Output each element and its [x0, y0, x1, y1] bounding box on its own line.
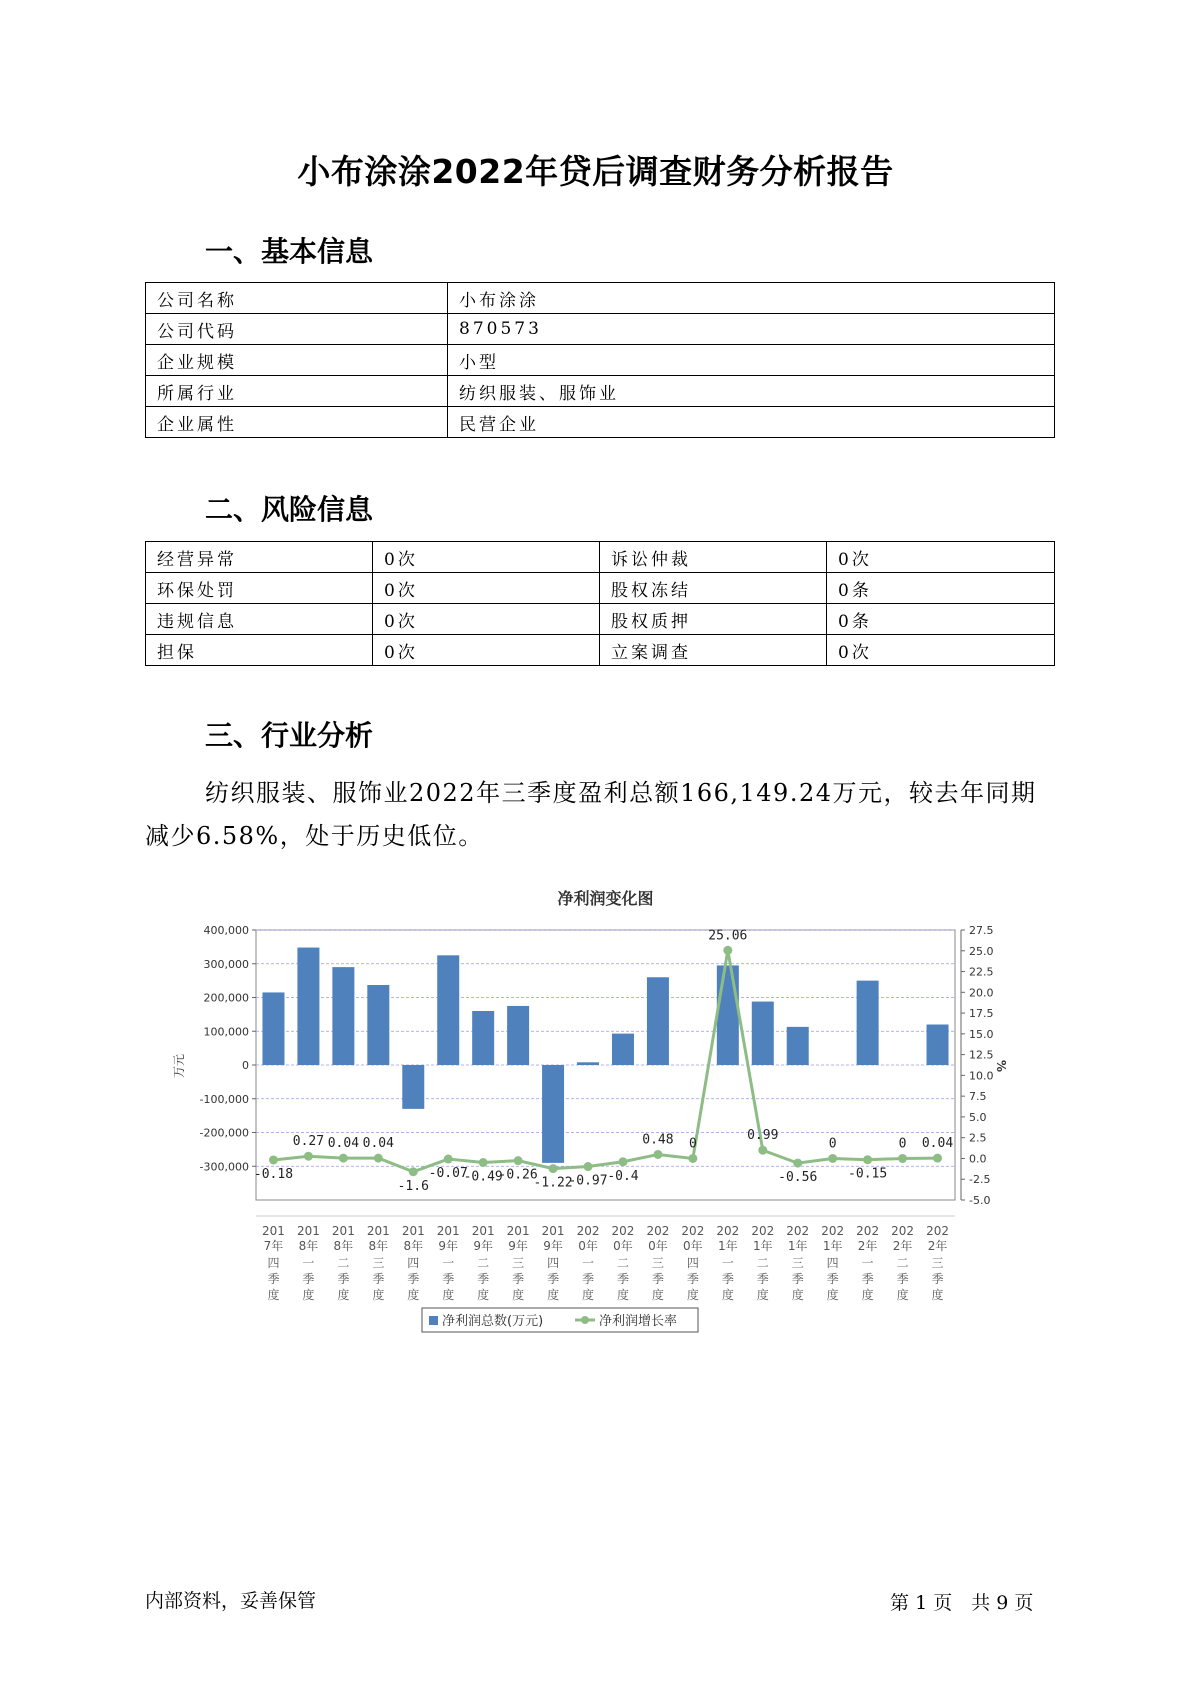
- risk-value: 0次: [373, 542, 600, 573]
- risk-info-row: [146, 635, 1055, 666]
- y-tick-label-right: 20.0: [969, 986, 994, 1000]
- data-label: 0.04: [921, 1136, 954, 1152]
- data-label: -0.56: [778, 1170, 818, 1186]
- risk-value: 0次: [827, 542, 1055, 573]
- data-label: -0.49: [463, 1169, 503, 1185]
- x-tick-label: 二: [337, 1256, 350, 1270]
- data-label: 0: [688, 1136, 697, 1152]
- bar: [927, 1025, 949, 1066]
- x-tick-label: 202: [856, 1224, 880, 1238]
- x-tick-label: 季: [721, 1272, 734, 1286]
- x-tick-label: 度: [372, 1288, 385, 1302]
- data-label: 0.99: [747, 1128, 779, 1144]
- y-tick-label-right: 15.0: [969, 1027, 994, 1041]
- basic-info-label: 所属行业: [146, 376, 448, 407]
- growth-rate-point: [479, 1158, 488, 1167]
- x-tick-label: 202: [891, 1224, 915, 1238]
- bar: [262, 992, 284, 1065]
- x-tick-label: 201: [471, 1224, 495, 1238]
- data-label: 25.06: [708, 928, 748, 944]
- x-tick-label: 1年: [822, 1239, 843, 1253]
- x-tick-label: 2年: [892, 1239, 913, 1253]
- risk-value: 0次: [827, 635, 1055, 666]
- growth-rate-point: [933, 1154, 942, 1163]
- footer-page: 1: [915, 1592, 928, 1614]
- x-tick-label: 1年: [787, 1239, 808, 1253]
- x-tick-label: 8年: [298, 1239, 319, 1253]
- x-tick-label: 202: [576, 1224, 600, 1238]
- x-tick-label: 三: [791, 1256, 804, 1270]
- basic-info-row: [146, 345, 1055, 376]
- x-tick-label: 季: [337, 1272, 350, 1286]
- basic-info-row: [146, 376, 1055, 407]
- x-tick-label: 201: [436, 1224, 460, 1238]
- x-tick-label: 201: [366, 1224, 390, 1238]
- y-tick-label-left: 300,000: [203, 957, 249, 971]
- x-tick-label: 201: [506, 1224, 530, 1238]
- growth-rate-point: [758, 1146, 767, 1155]
- x-tick-label: 季: [512, 1272, 525, 1286]
- y-tick-label-left: -100,000: [199, 1092, 249, 1106]
- x-tick-label: 9年: [543, 1239, 563, 1253]
- risk-label: 经营异常: [146, 542, 373, 573]
- x-tick-label: 季: [756, 1272, 769, 1286]
- x-tick-label: 202: [611, 1224, 635, 1238]
- x-tick-label: 1年: [718, 1239, 738, 1253]
- net-profit-chart: [172, 880, 1008, 1350]
- risk-label: 股权冻结: [600, 573, 827, 604]
- y-tick-label-right: -2.5: [969, 1173, 991, 1187]
- section-heading-risk: 二、风险信息: [205, 493, 374, 526]
- x-tick-label: 度: [616, 1288, 629, 1302]
- x-tick-label: 季: [686, 1272, 699, 1286]
- x-tick-label: 202: [786, 1224, 810, 1238]
- x-tick-label: 二: [477, 1256, 490, 1270]
- growth-rate-point: [584, 1162, 593, 1171]
- x-tick-label: 三: [372, 1256, 385, 1270]
- risk-value: 0次: [373, 635, 600, 666]
- growth-rate-point: [863, 1155, 872, 1164]
- x-tick-label: 季: [407, 1272, 420, 1286]
- x-tick-label: 度: [267, 1288, 280, 1302]
- x-tick-label: 度: [896, 1288, 909, 1302]
- data-label: 0: [828, 1136, 837, 1152]
- basic-info-row: [146, 283, 1055, 314]
- x-tick-label: 202: [681, 1224, 705, 1238]
- bar: [752, 1002, 774, 1065]
- bar: [367, 985, 389, 1065]
- data-label: -0.07: [428, 1166, 468, 1182]
- x-tick-label: 度: [477, 1288, 490, 1302]
- bar: [472, 1011, 494, 1065]
- x-tick-label: 2年: [857, 1239, 878, 1253]
- risk-label: 股权质押: [600, 604, 827, 635]
- x-tick-label: 9年: [508, 1239, 528, 1253]
- y-tick-label-left: 400,000: [203, 924, 249, 937]
- x-tick-label: 一: [442, 1256, 455, 1270]
- y-tick-label-right: 27.5: [969, 924, 994, 937]
- basic-info-row: [146, 407, 1055, 438]
- y-tick-label-left: 0: [242, 1059, 249, 1072]
- x-tick-label: 季: [616, 1272, 629, 1286]
- data-label: -0.97: [568, 1173, 608, 1189]
- x-tick-label: 度: [582, 1288, 595, 1302]
- x-tick-label: 季: [791, 1272, 804, 1286]
- x-tick-label: 202: [716, 1224, 740, 1238]
- x-tick-label: 季: [267, 1272, 280, 1286]
- x-tick-label: 202: [751, 1224, 775, 1238]
- chart-title: 净利润变化图: [557, 889, 654, 908]
- bar: [717, 965, 739, 1065]
- data-label: 0.48: [642, 1132, 674, 1148]
- x-tick-label: 二: [756, 1256, 769, 1270]
- bar: [437, 955, 459, 1065]
- y-axis-title-right: %: [994, 1059, 1008, 1073]
- x-tick-label: 季: [826, 1272, 839, 1286]
- growth-rate-point: [898, 1154, 907, 1163]
- legend-swatch-point: [581, 1316, 589, 1324]
- risk-info-row: [146, 542, 1055, 573]
- risk-label: 违规信息: [146, 604, 373, 635]
- risk-value: 0次: [373, 604, 600, 635]
- y-tick-label-right: 25.0: [969, 944, 994, 958]
- y-axis-title-left: 万元: [172, 1053, 186, 1079]
- risk-info-table: [145, 541, 1055, 666]
- y-tick-label-left: -300,000: [199, 1160, 249, 1174]
- x-tick-label: 度: [931, 1288, 944, 1302]
- footer-page-mid: 页 共: [933, 1592, 991, 1614]
- footer-page-prefix: 第: [890, 1592, 910, 1614]
- x-tick-label: 四: [407, 1256, 420, 1270]
- x-tick-label: 度: [826, 1288, 839, 1302]
- x-tick-label: 9年: [473, 1239, 493, 1253]
- x-tick-label: 度: [512, 1288, 525, 1302]
- x-tick-label: 度: [791, 1288, 804, 1302]
- bar: [647, 977, 669, 1065]
- x-tick-label: 一: [302, 1256, 315, 1270]
- bar: [542, 1065, 564, 1163]
- legend-label-bar: 净利润总数(万元): [442, 1314, 544, 1329]
- risk-value: 0次: [373, 573, 600, 604]
- x-tick-label: 度: [442, 1288, 455, 1302]
- x-tick-label: 8年: [403, 1239, 424, 1253]
- y-tick-label-right: -5.0: [969, 1194, 991, 1207]
- y-tick-label-left: 100,000: [203, 1025, 249, 1039]
- x-tick-label: 0年: [578, 1239, 598, 1253]
- x-tick-label: 201: [401, 1224, 425, 1238]
- data-label: 0.27: [292, 1134, 325, 1150]
- x-tick-label: 202: [646, 1224, 670, 1238]
- basic-info-value: 小布涂涂: [448, 283, 1055, 314]
- legend-swatch-bar: [429, 1316, 438, 1325]
- risk-value: 0条: [827, 573, 1055, 604]
- growth-rate-point: [688, 1154, 697, 1163]
- growth-rate-point: [653, 1150, 662, 1159]
- section-heading-industry: 三、行业分析: [205, 719, 374, 752]
- data-label: -0.4: [607, 1168, 639, 1184]
- data-label: -1.6: [397, 1178, 429, 1194]
- bar: [402, 1065, 424, 1109]
- data-label: -0.15: [848, 1166, 888, 1182]
- x-tick-label: 201: [541, 1224, 565, 1238]
- growth-rate-point: [304, 1152, 313, 1161]
- basic-info-label: 企业规模: [146, 345, 448, 376]
- basic-info-label: 公司代码: [146, 314, 448, 345]
- data-label: 0.04: [327, 1136, 360, 1152]
- basic-info-label: 公司名称: [146, 283, 448, 314]
- x-tick-label: 度: [861, 1288, 874, 1302]
- x-tick-label: 季: [302, 1272, 315, 1286]
- y-tick-label-right: 5.0: [969, 1110, 987, 1124]
- bar: [332, 967, 354, 1065]
- y-tick-label-right: 7.5: [969, 1090, 987, 1104]
- x-tick-label: 季: [861, 1272, 874, 1286]
- data-label: -1.22: [533, 1175, 573, 1191]
- x-tick-label: 度: [547, 1288, 560, 1302]
- x-tick-label: 2年: [927, 1239, 948, 1253]
- footer-confidential: 内部资料，妥善保管: [145, 1590, 317, 1612]
- x-tick-label: 202: [926, 1224, 949, 1238]
- growth-rate-point: [269, 1155, 278, 1164]
- x-tick-label: 7年: [263, 1239, 284, 1253]
- page-title: 小布涂涂2022年贷后调查财务分析报告: [297, 152, 894, 191]
- growth-rate-point: [374, 1154, 383, 1163]
- industry-paragraph: 纺织服装、服饰业2022年三季度盈利总额166,149.24万元，较去年同期减少6.58%，处于历史低位。: [145, 779, 1037, 850]
- risk-label: 立案调查: [600, 635, 827, 666]
- basic-info-row: [146, 314, 1055, 345]
- risk-info-row: [146, 604, 1055, 635]
- x-tick-label: 8年: [333, 1239, 354, 1253]
- x-tick-label: 二: [896, 1256, 909, 1270]
- x-tick-label: 季: [477, 1272, 490, 1286]
- x-tick-label: 四: [267, 1256, 280, 1270]
- x-tick-label: 季: [547, 1272, 560, 1286]
- basic-info-value: 小型: [448, 345, 1055, 376]
- y-tick-label-right: 12.5: [969, 1048, 994, 1062]
- bar: [612, 1034, 634, 1065]
- x-tick-label: 季: [896, 1272, 909, 1286]
- footer-pages: 9: [996, 1592, 1009, 1614]
- x-tick-label: 三: [931, 1256, 944, 1270]
- x-tick-label: 季: [372, 1272, 385, 1286]
- x-tick-label: 201: [262, 1224, 285, 1238]
- x-tick-label: 季: [931, 1272, 944, 1286]
- growth-rate-point: [339, 1154, 348, 1163]
- x-tick-label: 一: [861, 1256, 874, 1270]
- x-tick-label: 度: [651, 1288, 664, 1302]
- data-label: -0.26: [498, 1167, 538, 1183]
- x-tick-label: 度: [337, 1288, 350, 1302]
- data-label: -0.18: [253, 1166, 294, 1182]
- risk-label: 诉讼仲裁: [600, 542, 827, 573]
- y-tick-label-left: -200,000: [199, 1126, 249, 1140]
- section-heading-basic: 一、基本信息: [205, 235, 374, 268]
- risk-value: 0条: [827, 604, 1055, 635]
- basic-info-table: [145, 282, 1055, 438]
- x-tick-label: 季: [651, 1272, 664, 1286]
- x-tick-label: 季: [442, 1272, 455, 1286]
- x-tick-label: 度: [756, 1288, 769, 1302]
- data-label: 0: [898, 1136, 907, 1152]
- growth-rate-point: [793, 1159, 802, 1168]
- risk-info-row: [146, 573, 1055, 604]
- x-tick-label: 201: [331, 1224, 355, 1238]
- x-tick-label: 度: [721, 1288, 734, 1302]
- x-tick-label: 度: [686, 1288, 699, 1302]
- x-tick-label: 一: [582, 1256, 595, 1270]
- x-tick-label: 度: [302, 1288, 315, 1302]
- growth-rate-point: [409, 1167, 418, 1176]
- y-tick-label-right: 17.5: [969, 1007, 994, 1021]
- growth-rate-point: [549, 1164, 558, 1173]
- bar: [577, 1062, 599, 1065]
- growth-rate-point: [828, 1154, 837, 1163]
- x-tick-label: 0年: [648, 1239, 668, 1253]
- bar: [507, 1006, 529, 1065]
- growth-rate-point: [618, 1157, 627, 1166]
- risk-label: 担保: [146, 635, 373, 666]
- risk-label: 环保处罚: [146, 573, 373, 604]
- y-tick-label-right: 2.5: [969, 1131, 987, 1145]
- x-tick-label: 度: [407, 1288, 420, 1302]
- x-tick-label: 三: [651, 1256, 664, 1270]
- footer-page-suffix: 页: [1014, 1592, 1034, 1614]
- growth-rate-point: [444, 1155, 453, 1164]
- basic-info-value: 870573: [448, 314, 1055, 345]
- x-tick-label: 四: [686, 1256, 699, 1270]
- basic-info-label: 企业属性: [146, 407, 448, 438]
- x-tick-label: 1年: [752, 1239, 773, 1253]
- legend-label-line: 净利润增长率: [599, 1314, 678, 1329]
- basic-info-value: 纺织服装、服饰业: [448, 376, 1055, 407]
- x-tick-label: 季: [582, 1272, 595, 1286]
- basic-info-value: 民营企业: [448, 407, 1055, 438]
- y-tick-label-right: 22.5: [969, 965, 994, 979]
- bar: [787, 1027, 809, 1065]
- x-tick-label: 0年: [683, 1239, 703, 1253]
- bar: [297, 948, 319, 1065]
- x-tick-label: 8年: [368, 1239, 389, 1253]
- y-tick-label-left: 200,000: [203, 991, 249, 1005]
- x-tick-label: 四: [826, 1256, 839, 1270]
- bar: [857, 981, 879, 1065]
- x-tick-label: 202: [821, 1224, 845, 1238]
- x-tick-label: 0年: [613, 1239, 633, 1253]
- y-tick-label-right: 10.0: [969, 1069, 994, 1083]
- growth-rate-point: [514, 1156, 523, 1165]
- x-tick-label: 二: [616, 1256, 629, 1270]
- x-tick-label: 201: [296, 1224, 320, 1238]
- x-tick-label: 四: [547, 1256, 560, 1270]
- x-tick-label: 三: [512, 1256, 525, 1270]
- data-label: 0.04: [362, 1136, 394, 1152]
- growth-rate-point: [723, 946, 732, 955]
- y-tick-label-right: 0.0: [969, 1152, 987, 1166]
- x-tick-label: 一: [721, 1256, 734, 1270]
- x-tick-label: 9年: [438, 1239, 459, 1253]
- footer-page-number: [890, 1588, 1033, 1615]
